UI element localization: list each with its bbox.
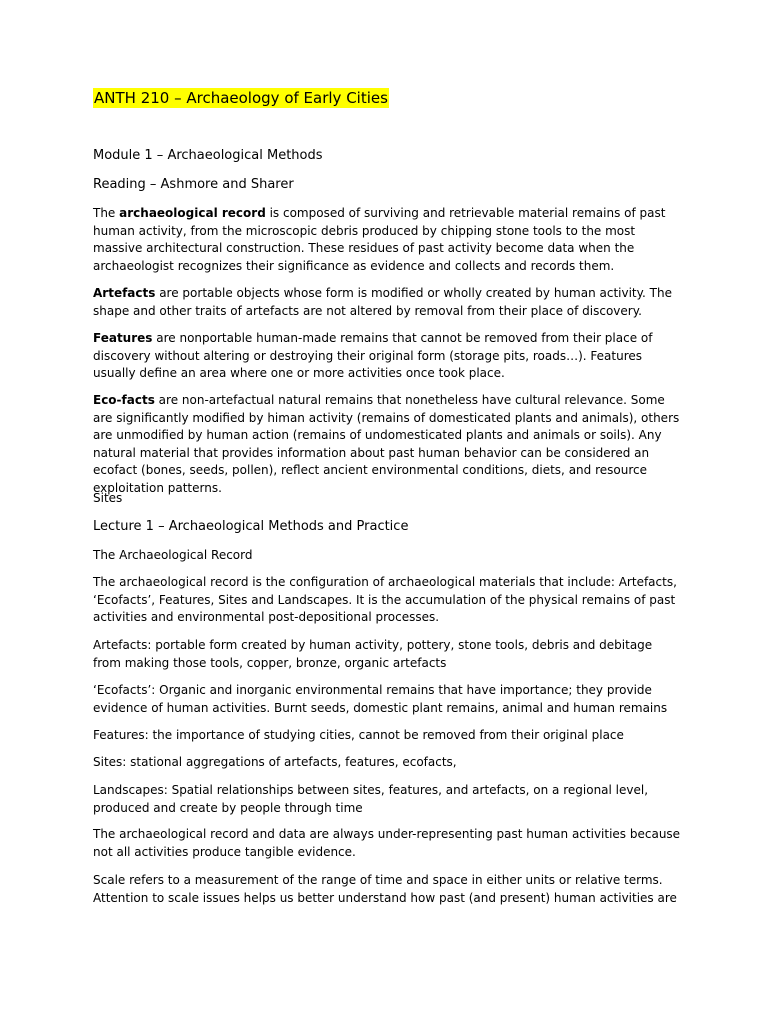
term-artefacts: Artefacts (93, 286, 156, 300)
lecture-heading: Lecture 1 – Archaeological Methods and Practice (93, 519, 409, 534)
paragraph-underrepresentation: The archaeological record and data are always under-representing past human activities because not all activities produce tangible evidence. (93, 827, 681, 859)
paragraph-scale: Scale refers to a measurement of the range of time and space in either units or relative terms. Attention to scale issues helps us better understand how past (and present) human activities are (93, 873, 677, 905)
paragraph-lecture-features: Features: the importance of studying cities, cannot be removed from their original place (93, 728, 624, 742)
module-heading: Module 1 – Archaeological Methods (93, 148, 323, 163)
document-title: ANTH 210 – Archaeology of Early Cities (94, 89, 388, 107)
record-subheading: The Archaeological Record (93, 548, 253, 562)
term-archaeological-record: archaeological record (119, 206, 266, 220)
artefacts-definition: are portable objects whose form is modified or wholly created by human activity. The shape and other traits of artefacts are not altered by removal from their place of discovery. (93, 286, 672, 318)
sites-label: Sites (93, 491, 123, 505)
paragraph-ecofacts (93, 392, 683, 497)
paragraph-features (93, 330, 683, 383)
paragraph-artefacts (93, 285, 683, 320)
features-definition: are nonportable human-made remains that cannot be removed from their place of discovery without altering or destroying their original form (storage pits, roads…). Features usually define an area where one or more activities once took place. (93, 331, 653, 380)
term-ecofacts: Eco-facts (93, 393, 155, 407)
paragraph-lecture-record: The archaeological record is the configuration of archaeological materials that include: Artefacts, ‘Ecofacts’, Features, Sites and Landscapes. It is the accumulation of the physical remains of past activities and environmental post-depositional processes. (93, 575, 677, 624)
paragraph-lecture-sites: Sites: stational aggregations of artefacts, features, ecofacts, (93, 755, 457, 769)
paragraph-lecture-landscapes: Landscapes: Spatial relationships between sites, features, and artefacts, on a regional level, produced and create by people through time (93, 783, 649, 815)
paragraph-archaeological-record (93, 205, 683, 275)
reading-heading: Reading – Ashmore and Sharer (93, 177, 294, 192)
ecofacts-definition: are non-artefactual natural remains that nonetheless have cultural relevance. Some are significantly modified by himan activity (remains of domesticated plants and animals), others are unmodified by human action (remains of undomesticated plants and animals or soils). Any natural material that provides information about past human behavior can be considered an ecofact (bones, seeds, pollen), reflect ancient environmental conditions, diets, and resource exploitation patterns. (93, 393, 680, 495)
record-definition: is composed of surviving and retrievable material remains of past human activity, from the microscopic debris produced by chipping stone tools to the most massive architectural construction. These residues of past activity become data when the archaeologist recognizes their significance as evidence and collects and records them. (93, 206, 666, 273)
term-features: Features (93, 331, 153, 345)
record-pre: The (93, 206, 120, 220)
paragraph-lecture-ecofacts: ‘Ecofacts’: Organic and inorganic environmental remains that have importance; they provide evidence of human activities. Burnt seeds, domestic plant remains, animal and human remains (93, 683, 668, 715)
paragraph-lecture-artefacts: Artefacts: portable form created by human activity, pottery, stone tools, debris and debitage from making those tools, copper, bronze, organic artefacts (93, 638, 653, 670)
